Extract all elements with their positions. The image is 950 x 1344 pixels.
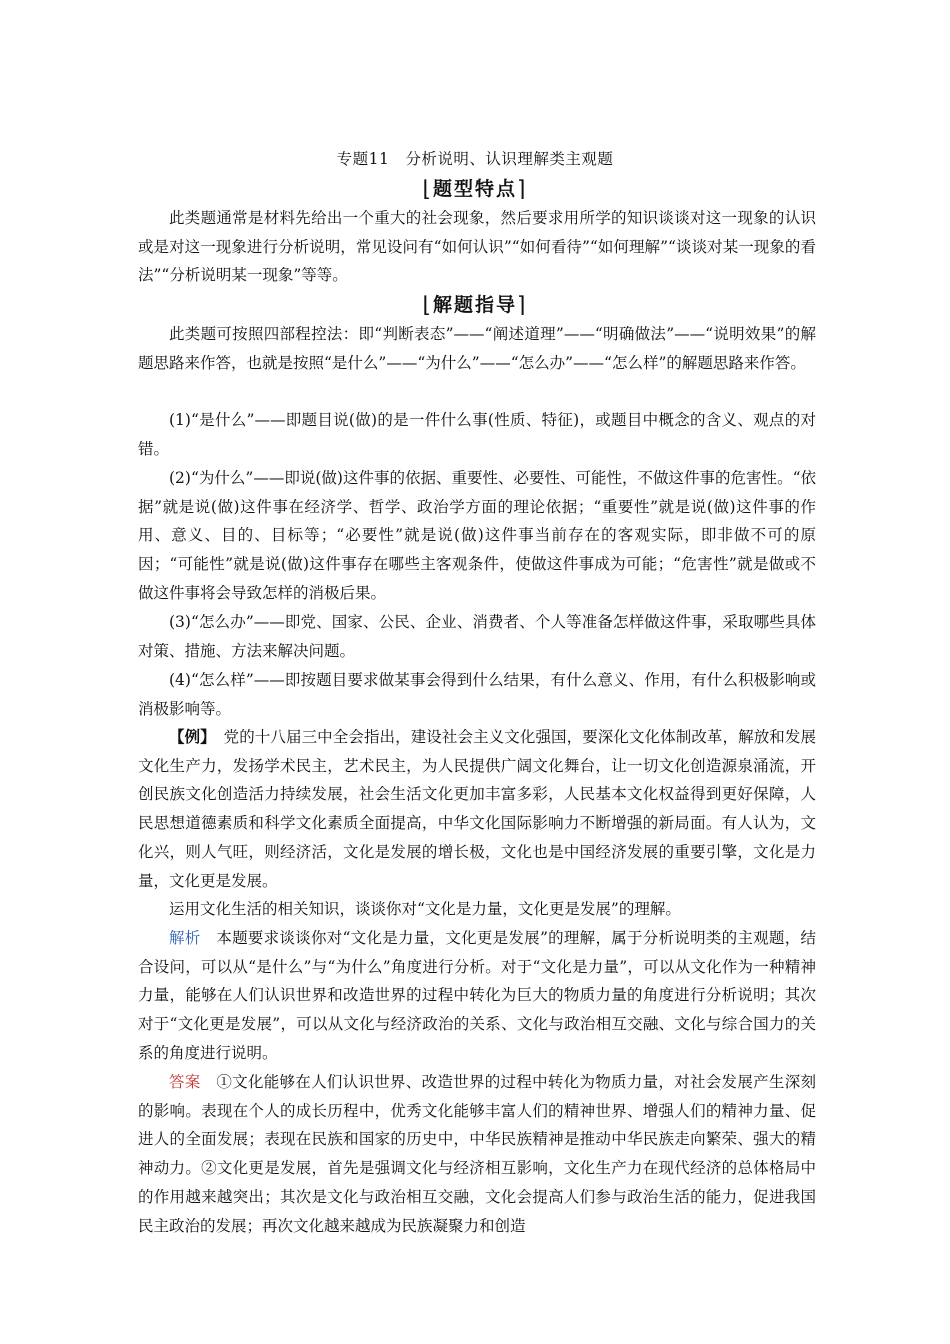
left-bracket-icon: ⌊ xyxy=(422,293,433,318)
guide-point-3: (3)“怎么办”——即党、国家、公民、企业、消费者、个人等准备怎样做这件事，采取哪些具体对策、措施、方法来解决问题。 xyxy=(138,613,816,660)
example-paragraph xyxy=(138,723,816,895)
analysis-text: 本题要求谈谈你对“文化是力量，文化更是发展”的理解，属于分析说明类的主观题，结合设问，可以从“是什么”与“为什么”角度进行分析。对于“文化是力量”，可以从文化作为一种精神力量，能够在人们认识世界和改造世界的过程中转化为巨大的物质力量的角度进行分析说明；其次对于“文化更是发展”，可以从文化与经济政治的关系、文化与政治相互交融、文化与综合国力的关系的角度进行说明。 xyxy=(138,929,816,1062)
answer-paragraph xyxy=(138,1068,816,1240)
guide-intro-paragraph: 此类题可按照四部程控法：即“判断表态”——“阐述道理”——“明确做法”——“说明效果”的解题思路来作答，也就是按照“是什么”——“为什么”——“怎么办”——“怎么样”的解题思路来作答。 xyxy=(138,325,816,372)
right-bracket-icon: ⌉ xyxy=(517,293,528,318)
analysis-paragraph xyxy=(138,924,816,1068)
example-material: 党的十八届三中全会指出，建设社会主义文化强国，要深化文化体制改革，解放和发展文化生产力，发扬学术民主，艺术民主，为人民提供广阔文化舞台，让一切文化创造源泉涌流，开创民族文化创造活力持续发展，社会生活文化更加丰富多彩，人民基本文化权益得到更好保障，人民思想道德素质和科学文化素质全面提高，中华文化国际影响力不断增强的新局面。有人认为，文化兴，则人气旺，则经济活，文化是发展的增长极，文化也是中国经济发展的重要引擎，文化是力量，文化更是发展。 xyxy=(138,728,816,890)
example-label: 【例】 xyxy=(169,727,209,746)
answer-label: 答案 xyxy=(169,1073,201,1091)
section-heading-features xyxy=(0,174,950,201)
guide-point-1: (1)“是什么”——即题目说(做)的是一件什么事(性质、特征)，或题目中概念的含义、观点的对错。 xyxy=(138,411,816,458)
guide-point-2: (2)“为什么”——即说(做)这件事的依据、重要性、必要性、可能性，不做这件事的危害性。“依据”就是说(做)这件事在经济学、哲学、政治学方面的理论依据；“重要性”就是说(做)这件事的作用、意义、目的、目标等；“必要性”就是说(做)这件事当前存在的客观实际，即非做不可的原因；“可能性”就是说(做)这件事存在哪些主客观条件，使做这件事成为可能；“危害性”就是做或不做这件事将会导致怎样的消极后果。 xyxy=(138,469,816,602)
features-paragraph: 此类题通常是材料先给出一个重大的社会现象，然后要求用所学的知识谈谈对这一现象的认识或是对这一现象进行分析说明，常见设问有“如何认识”“如何看待”“如何理解”“谈谈对某一现象的看法”“分析说明某一现象”等等。 xyxy=(138,209,816,285)
section-heading-guide xyxy=(0,290,950,317)
right-bracket-icon: ⌉ xyxy=(517,177,528,202)
section-heading-label: 题型特点 xyxy=(432,178,517,200)
answer-text: ①文化能够在人们认识世界、改造世界的过程中转化为物质力量，对社会发展产生深刻的影响。表现在个人的成长历程中，优秀文化能够丰富人们的精神世界、增强人们的精神力量、促进人的全面发展；表现在民族和国家的历史中，中华民族精神是推动中华民族走向繁荣、强大的精神动力。②文化更是发展，首先是强调文化与经济相互影响，文化生产力在现代经济的总体格局中的作用越来越突出；其次是文化与政治相互交融，文化会提高人们参与政治生活的能力，促进我国民主政治的发展；再次文化越来越成为民族凝聚力和创造 xyxy=(138,1073,816,1235)
guide-point-4: (4)“怎么样”——即按题目要求做某事会得到什么结果，有什么意义、作用，有什么积极影响或消极影响等。 xyxy=(138,671,816,718)
analysis-label: 解析 xyxy=(169,929,201,947)
example-question: 运用文化生活的相关知识，谈谈你对“文化是力量，文化更是发展”的理解。 xyxy=(169,900,681,918)
page-title: 专题11 分析说明、认识理解类主观题 xyxy=(336,150,614,168)
left-bracket-icon: ⌊ xyxy=(422,177,433,202)
section-heading-label: 解题指导 xyxy=(432,294,517,316)
